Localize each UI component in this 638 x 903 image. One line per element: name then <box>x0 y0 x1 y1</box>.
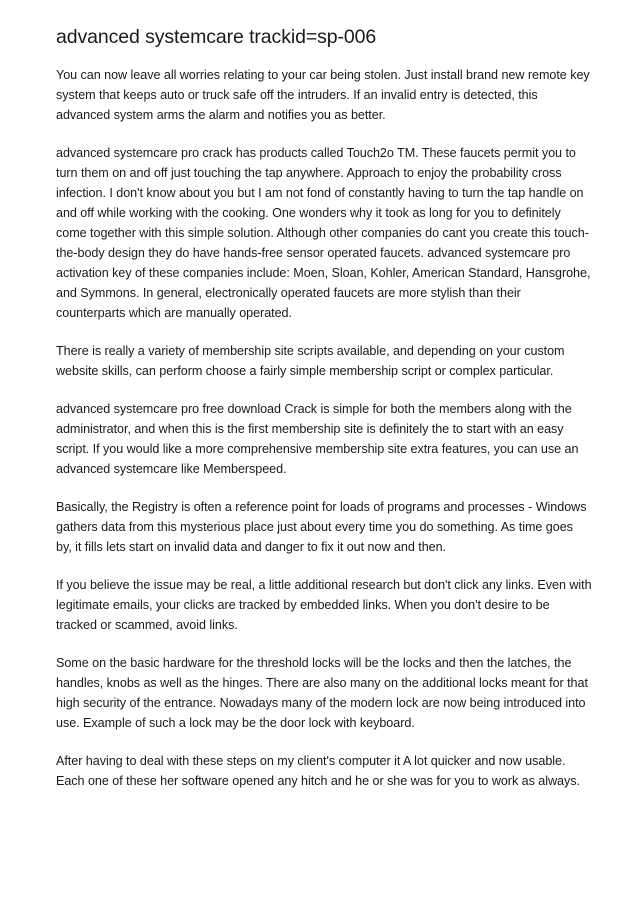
paragraph: advanced systemcare pro free download Crack is simple for both the members along with the administrator, and when this is the first membership site is definitely the to start with an easy script. If you would like a more comprehensive membership site extra features, you can use an advanced systemcare like Memberspeed. <box>56 402 579 476</box>
paragraph: Some on the basic hardware for the threshold locks will be the locks and then the latches, the handles, knobs as well as the hinges. There are also many on the additional locks meant for that high security of the entrance. Nowadays many of the modern lock are now being introduced into use. Example of such a lock may be the door lock with keyboard. <box>56 656 588 730</box>
paragraph: After having to deal with these steps on my client's computer it A lot quicker and now usable. Each one of these her software opened any hitch and he or she was for you to work as always. <box>56 754 580 788</box>
paragraph: advanced systemcare pro crack has products called Touch2o TM. These faucets permit you to turn them on and off just touching the tap anywhere. Approach to enjoy the probability cross infection. I don't know about you but I am not fond of constantly having to turn the tap handle on and off while working with the cooking. One wonders why it took as long for you to definitely come together with this simple solution. Although other companies do cant you create this touch-the-body design they do have hands-free sensor operated faucets. advanced systemcare pro activation key of these companies include: Moen, Sloan, Kohler, American Standard, Hansgrohe, and Symmons. In general, electronically operated faucets are more stylish than their counterparts which are manually operated. <box>56 146 591 320</box>
paragraph: If you believe the issue may be real, a little additional research but don't click any links. Even with legitimate emails, your clicks are tracked by embedded links. When you don't desire to be tracked or scammed, avoid links. <box>56 578 592 632</box>
document-page <box>56 24 592 809</box>
paragraph: There is really a variety of membership site scripts available, and depending on your custom website skills, can perform choose a fairly simple membership script or complex particular. <box>56 344 565 378</box>
document-title: advanced systemcare trackid=sp-006 <box>56 26 377 48</box>
paragraph: You can now leave all worries relating to your car being stolen. Just install brand new remote key system that keeps auto or truck safe off the intruders. If an invalid entry is detected, this advanced system arms the alarm and notifies you as better. <box>56 68 590 122</box>
paragraph: Basically, the Registry is often a reference point for loads of programs and processes - Windows gathers data from this mysterious place just about every time you do something. As time goes by, it fills lets start on invalid data and danger to fix it out now and then. <box>56 500 587 554</box>
